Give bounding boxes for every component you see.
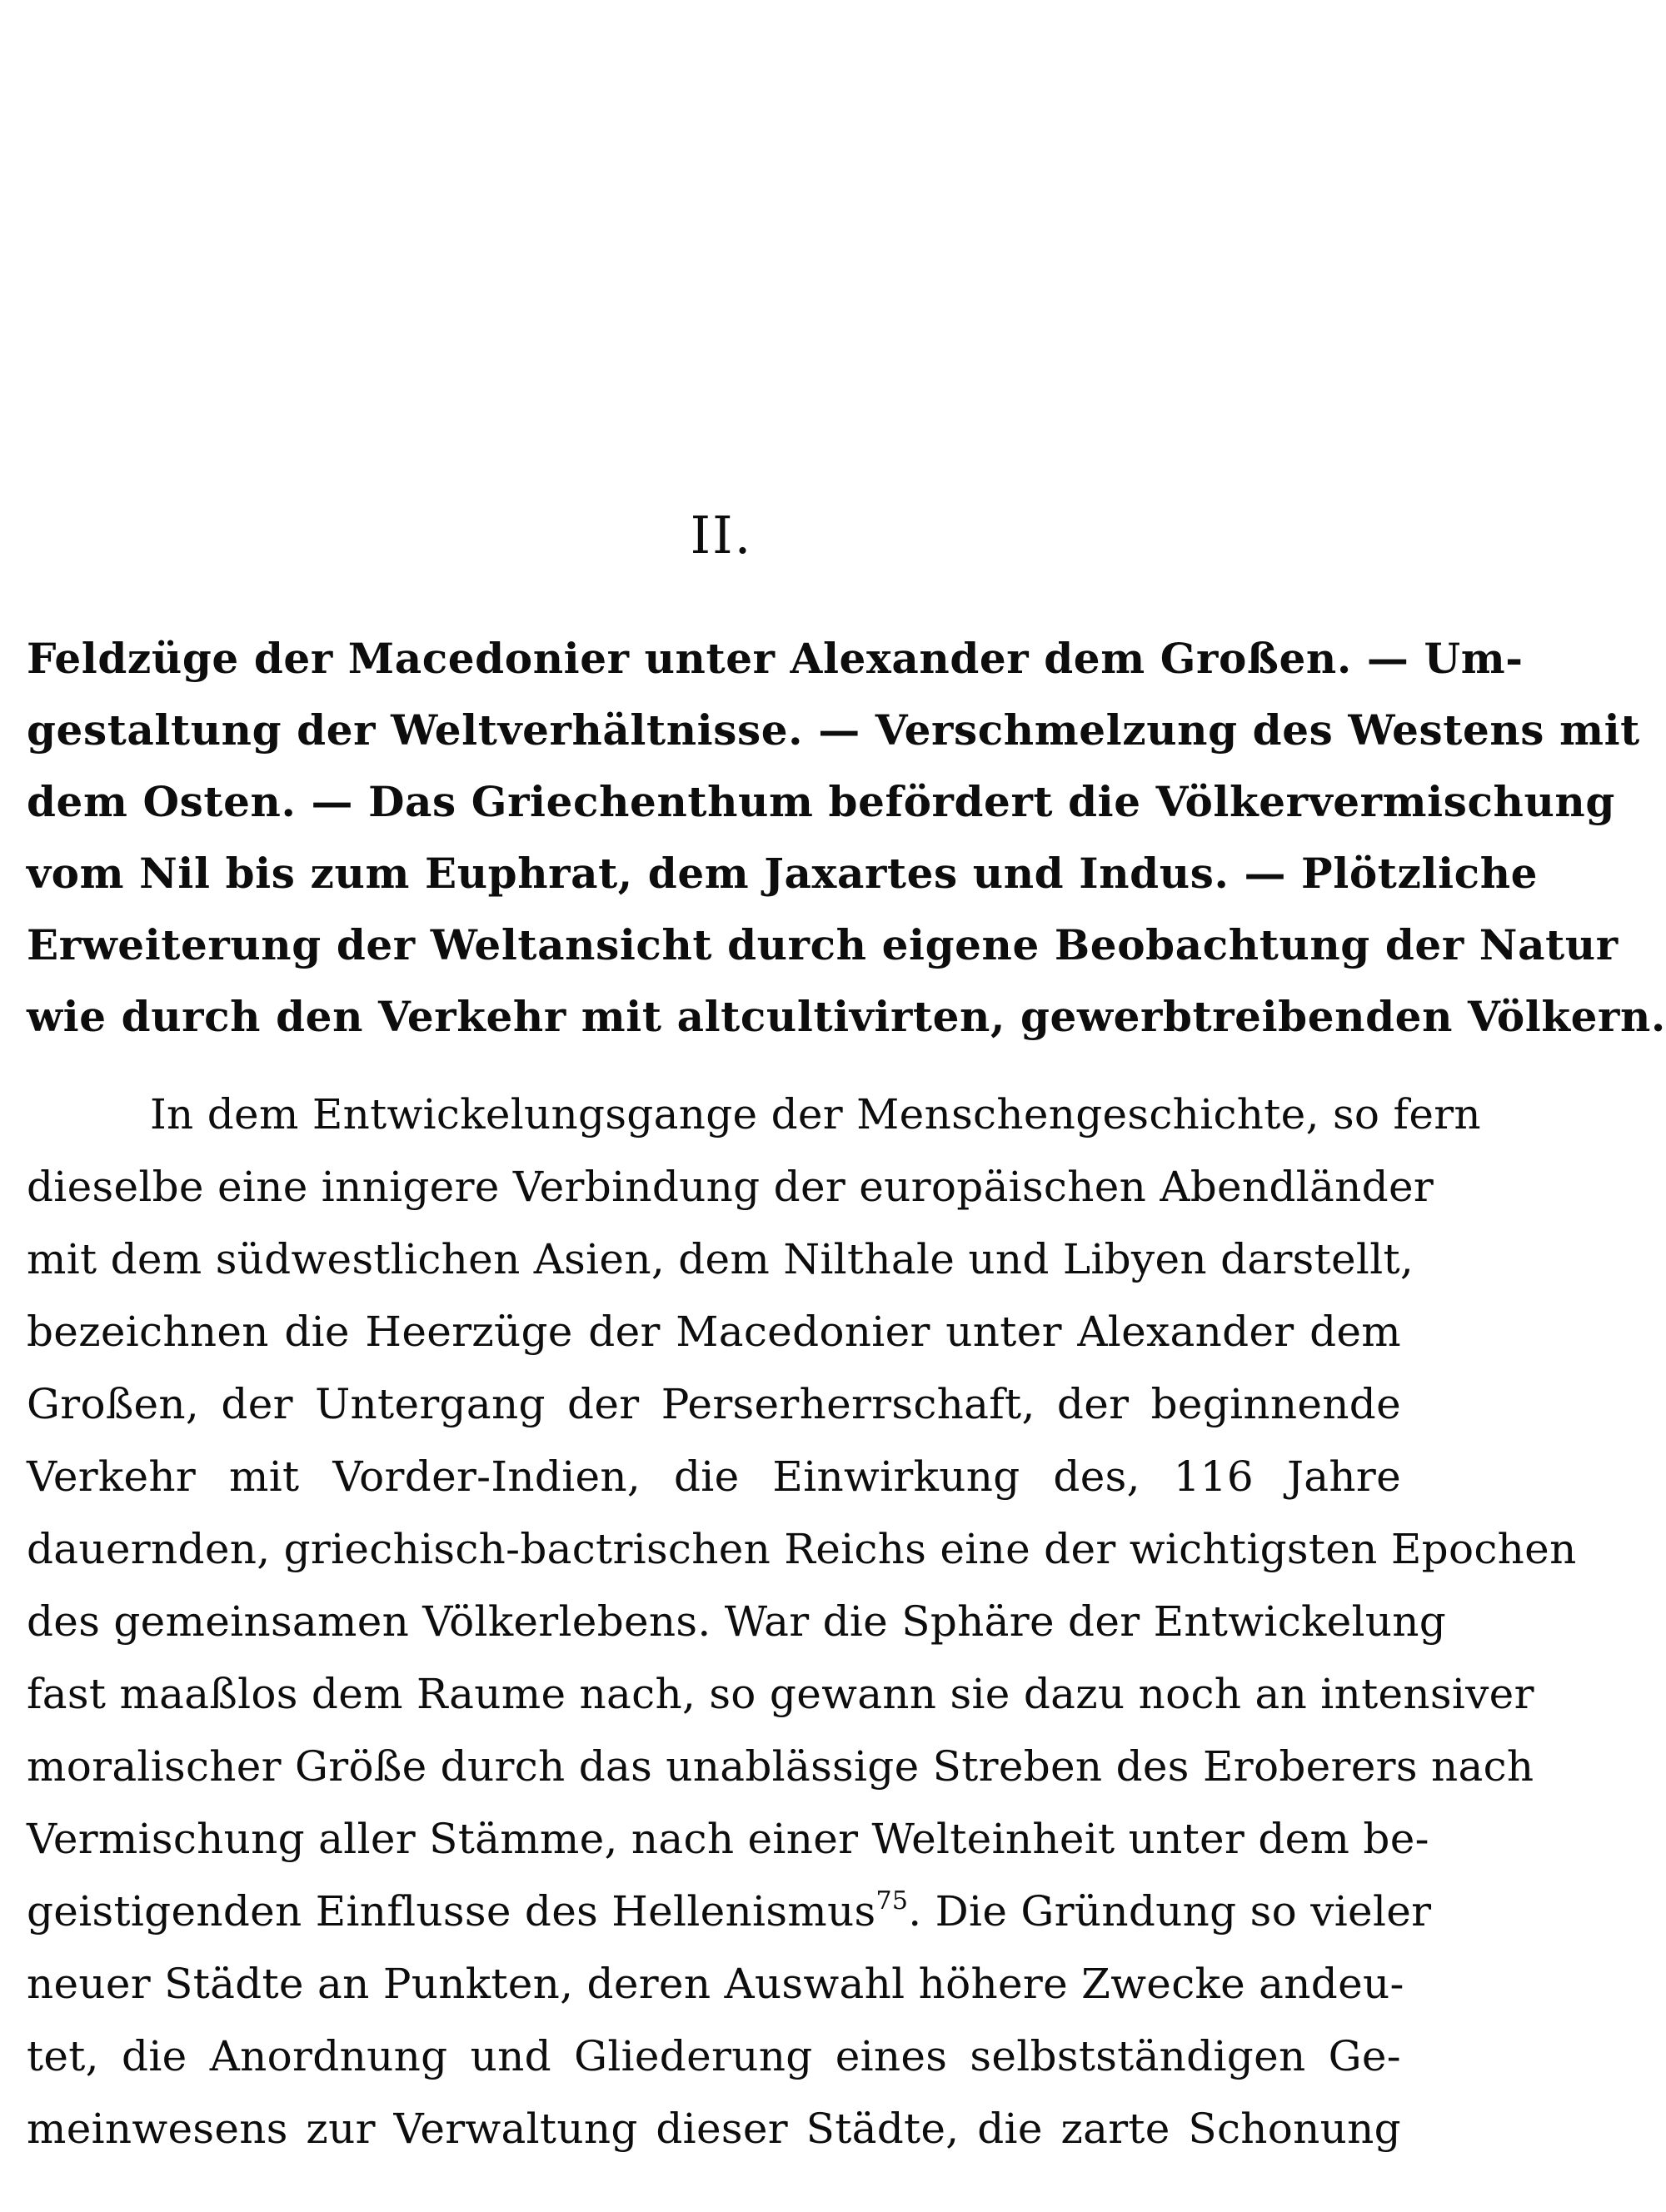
body-line: fast maaßlos dem Raume nach, so gewann sie dazu noch an intensiver [27, 1670, 1534, 1718]
summary-line: gestaltung der Weltverhältnisse. — Verschmelzung des Westens mit [27, 705, 1640, 755]
footnote-reference[interactable]: 75 [875, 1886, 909, 1916]
summary-line: Erweiterung der Weltansicht durch eigene Beobachtung der Natur [27, 920, 1619, 969]
body-line: des gemeinsamen Völkerlebens. War die Sphäre der Entwickelung [27, 1597, 1447, 1646]
body-line: In dem Entwickelungsgange der Menschengeschichte, so fern [150, 1090, 1481, 1138]
body-line: meinwesens zur Verwaltung dieser Städte, die zarte Schonung [27, 2105, 1401, 2153]
body-line: dauernden, griechisch-bactrischen Reichs eine der wichtigsten Epochen [27, 1525, 1577, 1573]
chapter-number: II. [690, 505, 753, 565]
body-line-end: . Die Gründung so vieler [908, 1887, 1432, 1936]
body-line: moralischer Größe durch das unablässige Streben des Eroberers nach [27, 1742, 1534, 1791]
summary-line: Feldzüge der Macedonier unter Alexander dem Großen. — Um- [27, 634, 1524, 683]
body-line: neuer Städte an Punkten, deren Auswahl höhere Zwecke andeu- [27, 1960, 1404, 2008]
body-line-with-footnote [27, 1876, 1432, 1948]
chapter-summary [27, 623, 1666, 1053]
body-line: Vermischung aller Stämme, nach einer Welteinheit unter dem be- [27, 1815, 1429, 1863]
body-line: dieselbe eine innigere Verbindung der europäischen Abendländer [27, 1163, 1434, 1211]
summary-line: vom Nil bis zum Euphrat, dem Jaxartes und Indus. — Plötzliche [27, 849, 1539, 898]
body-line: Verkehr mit Vorder-Indien, die Einwirkung des, 116 Jahre [27, 1452, 1401, 1501]
body-line: Großen, der Untergang der Perserherrschaft, der beginnende [27, 1380, 1401, 1428]
summary-line: wie durch den Verkehr mit altcultivirten, gewerbtreibenden Völkern. [27, 992, 1666, 1041]
body-line: bezeichnen die Heerzüge der Macedonier unter Alexander dem [27, 1308, 1401, 1356]
body-paragraph [27, 1079, 1577, 2165]
summary-line: dem Osten. — Das Griechenthum befördert die Völkervermischung [27, 777, 1615, 826]
body-line: mit dem südwestlichen Asien, dem Nilthale und Libyen darstellt, [27, 1235, 1414, 1283]
body-line-start: geistigenden Einflusse des Hellenismus [27, 1887, 876, 1936]
body-line: tet, die Anordnung und Gliederung eines selbstständigen Ge- [27, 2032, 1401, 2080]
